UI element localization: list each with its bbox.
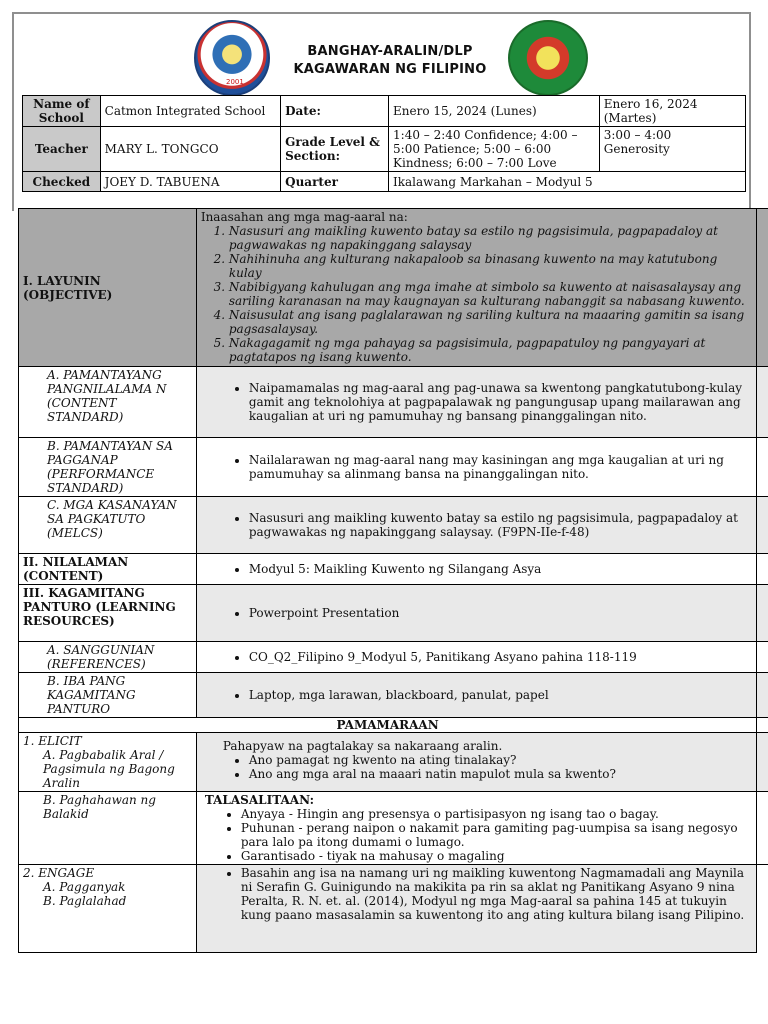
side-cell (757, 792, 768, 865)
melcs-cell (196, 497, 756, 554)
engage-label-cell (19, 865, 197, 953)
objective-item: 2. Nahihinuha ang kulturang nakapaloob sa binasang kuwento na may katutubong kulay (229, 252, 752, 280)
procedure-title: PAMAMARAAN (19, 718, 757, 733)
date-label: Date: (281, 96, 389, 127)
objective-cell (196, 209, 756, 367)
content-standard-label: A. PAMANTAYANG PANGNILALAMA N (CONTENT STANDARD) (19, 367, 197, 438)
other-resources-cell (196, 673, 756, 718)
objective-item: 3. Nabibigyang kahulugan ang mga imahe at simbolo sa kuwento at naisasalaysay ang sariling karanasan na may kaugnayan sa kulturang nabanggit sa nabasang kuwento. (229, 280, 752, 308)
quarter-label: Quarter (281, 172, 389, 192)
engage-sub-b: B. Paglalahad (43, 894, 127, 908)
quarter-value: Ikalawang Markahan – Modyul 5 (389, 172, 746, 192)
engage-sub-a: A. Pagganyak (43, 880, 126, 894)
objective-item: 4. Naisusulat ang isang paglalarawan ng sariling kultura na maaaring gamitin sa isang pagsasalaysay. (229, 308, 752, 336)
frame-edge (12, 205, 14, 211)
vocab-item: • Puhunan - perang naipon o nakamit para gamiting pag-uumpisa sa isang negosyo para lalo pa itong dumami o lumago. (241, 821, 752, 849)
elicit-question: • Ano ang mga aral na maaari natin mapulot mula sa kwento? (249, 767, 752, 781)
elicit-label: 1. ELICIT (23, 734, 82, 748)
side-cell (757, 497, 768, 554)
vocab-item: • Anyaya - Hingin ang presensya o partisipasyon ng isang tao o bagay. (241, 807, 752, 821)
side-cell (757, 865, 768, 953)
school-seal-icon (508, 20, 588, 96)
objective-intro: Inaasahan ang mga mag-aaral na: (200, 210, 408, 224)
performance-standard-text: • Nailalarawan ng mag-aaral nang may kasiningan ang mga kaugalian at uri ng pamumuhay sa alinmang bansa na pinanggalingan nito. (249, 453, 752, 481)
elicit-cell (196, 733, 756, 792)
checked-value: JOEY D. TABUENA (100, 172, 280, 192)
side-cell (757, 554, 768, 585)
school-value: Catmon Integrated School (100, 96, 280, 127)
teacher-label: Teacher (23, 127, 101, 172)
content-standard-text: • Naipamamalas ng mag-aaral ang pag-unawa sa kwentong pangkatutubong-kulay gamit ang teknolohiya at pagpapalawak ng pangungusap upang mailarawan ang kaugalian at uri ng pamumuhay ng bansang pinanggalingan nito. (249, 381, 752, 423)
lesson-plan-table (18, 208, 768, 953)
performance-standard-label: B. PAMANTAYAN SA PAGGANAP (PERFORMANCE STANDARD) (19, 438, 197, 497)
side-cell (757, 718, 768, 733)
elicit-question: • Ano pamagat ng kwento na ating tinalakay? (249, 753, 752, 767)
resources-text: • Powerpoint Presentation (249, 606, 752, 620)
melcs-label: C. MGA KASANAYAN SA PAGKATUTO (MELCS) (19, 497, 197, 554)
teacher-value: MARY L. TONGCO (100, 127, 280, 172)
engage-text: • Basahin ang isa na namang uri ng maikling kuwentong Nagmamadali ang Maynila ni Serafin G. Guinigundo na makikita pa rin sa aklat ng Panitikang Asyano 9 nina Peralta, R. N. et. al. (2014), Modyul ng mga Mag-aaral sa pahina 145 at tukuyin kung paano masasalamin sa kuwentong ito ang ating kultura bilang isang Pilipino. (241, 866, 752, 922)
sections-value-2: 3:00 – 4:00 Generosity (599, 127, 745, 172)
school-label: Name of School (23, 96, 101, 127)
other-resources-text: • Laptop, mga larawan, blackboard, panulat, papel (249, 688, 752, 702)
objective-label: I. LAYUNIN (OBJECTIVE) (19, 209, 197, 367)
references-text: • CO_Q2_Filipino 9_Modyul 5, Panitikang Asyano pahina 118-119 (249, 650, 752, 664)
checked-label: Checked (23, 172, 101, 192)
references-label: A. SANGGUNIAN (REFERENCES) (19, 642, 197, 673)
content-cell (196, 554, 756, 585)
vocab-cell (196, 792, 756, 865)
side-cell (757, 367, 768, 438)
engage-label: 2. ENGAGE (23, 866, 95, 880)
side-cell (757, 673, 768, 718)
objective-item: 1. Nasusuri ang maikling kuwento batay sa estilo ng pagsisimula, pagpapadaloy at pagwawakas ng napakinggang salaysay (229, 224, 752, 252)
side-cell (757, 642, 768, 673)
content-standard-cell (196, 367, 756, 438)
date-value-1: Enero 15, 2024 (Lunes) (389, 96, 600, 127)
side-cell (757, 438, 768, 497)
elicit-sub-a: A. Pagbabalik Aral / Pagsimula ng Bagong Aralin (43, 748, 175, 790)
sections-value-1: 1:40 – 2:40 Confidence; 4:00 – 5:00 Patience; 5:00 – 6:00 Kindness; 6:00 – 7:00 Love (389, 127, 600, 172)
objective-item: 5. Nakagagamit ng mga pahayag sa pagsisimula, pagpapatuloy ng pangyayari at pagtatapos ng isang kuwento. (229, 336, 752, 364)
grade-label: Grade Level & Section: (281, 127, 389, 172)
performance-standard-cell (196, 438, 756, 497)
side-cell (757, 733, 768, 792)
side-cell (757, 209, 768, 367)
doc-title: BANGHAY-ARALIN/DLP (307, 44, 473, 59)
content-text: • Modyul 5: Maikling Kuwento ng Silangang Asya (249, 562, 752, 576)
objective-list (201, 224, 752, 364)
vocab-title: TALASALITAAN: (204, 793, 315, 807)
other-resources-label: B. IBA PANG KAGAMITANG PANTURO (19, 673, 197, 718)
date-value-2: Enero 16, 2024 (Martes) (599, 96, 745, 127)
resources-cell (196, 585, 756, 642)
info-table (22, 95, 746, 192)
vocab-label-cell (19, 792, 197, 865)
side-cell (757, 585, 768, 642)
doc-subtitle: KAGAWARAN NG FILIPINO (293, 62, 487, 77)
elicit-label-cell (19, 733, 197, 792)
references-cell (196, 642, 756, 673)
seal-year: 2001 (226, 78, 244, 86)
elicit-intro: Pahapyaw na pagtalakay sa nakaraang aralin. (222, 739, 503, 753)
content-label: II. NILALAMAN (CONTENT) (19, 554, 197, 585)
engage-cell (196, 865, 756, 953)
vocab-item: • Garantisado - tiyak na mahusay o magaling (241, 849, 752, 863)
resources-label: III. KAGAMITANG PANTURO (LEARNING RESOURCES) (19, 585, 197, 642)
melcs-text: • Nasusuri ang maikling kuwento batay sa estilo ng pagsisimula, pagpapadaloy at pagwawakas ng napakinggang salaysay. (F9PN-IIe-f-48) (249, 511, 752, 539)
elicit-sub-b: B. Paghahawan ng Balakid (43, 793, 156, 821)
